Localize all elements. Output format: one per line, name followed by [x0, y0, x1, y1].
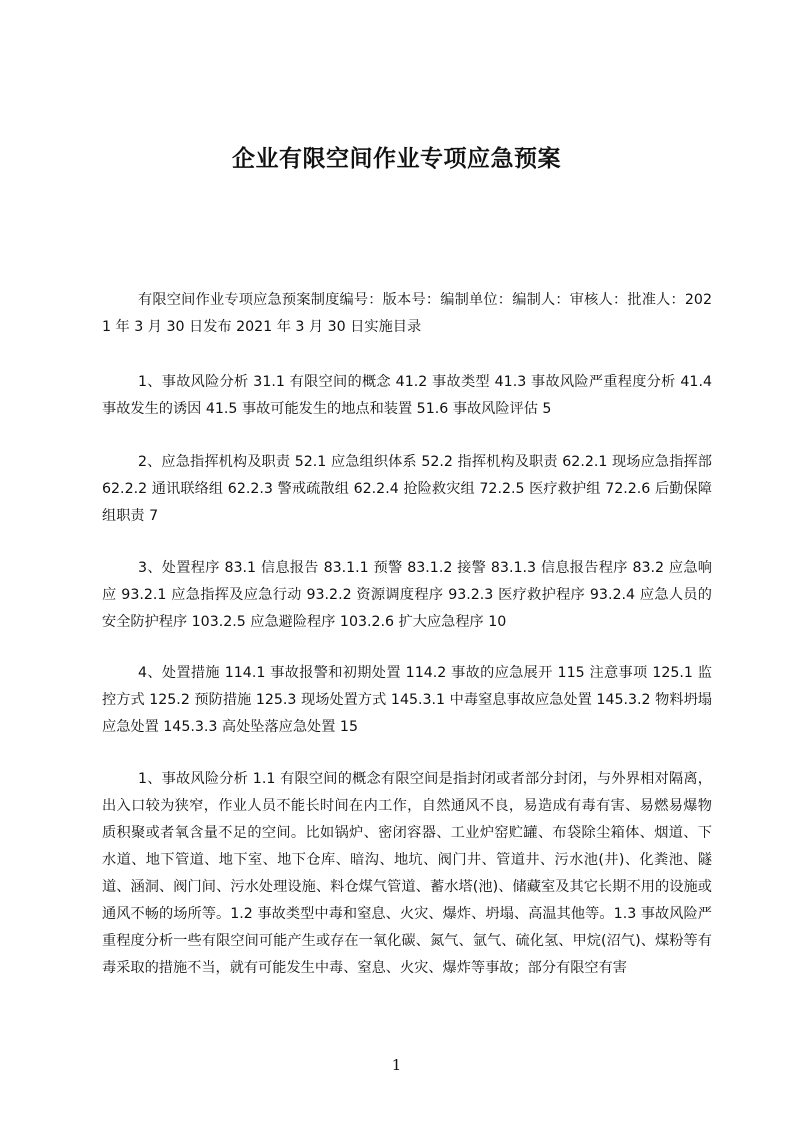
intro-paragraph: 有限空间作业专项应急预案制度编号：版本号：编制单位：编制人：审核人：批准人：2021 年 3 月 30 日发布 2021 年 3 月 30 日实施目录 [102, 292, 712, 335]
toc-section-2: 2、应急指挥机构及职责 52.1 应急组织体系 52.2 指挥机构及职责 62.2.1 现场应急指挥部 62.2.2 通讯联络组 62.2.3 警戒疏散组 62.2.4 抢险救灾组 72.2.5 医疗救护组 72.2.6 后勤保障组职责 7 [102, 454, 712, 524]
toc-section-4: 4、处置措施 114.1 事故报警和初期处置 114.2 事故的应急展开 115 注意事项 125.1 监控方式 125.2 预防措施 125.3 现场处置方式 145.3.1 中毒窒息事故应急处置 145.3.2 物料坍塌应急处置 145.3.3 高处坠落应急处置 15 [102, 665, 712, 735]
toc-section-1: 1、事故风险分析 31.1 有限空间的概念 41.2 事故类型 41.3 事故风险严重程度分析 41.4 事故发生的诱因 41.5 事故可能发生的地点和装置 51.6 事故风险评估 5 [102, 374, 712, 417]
toc-section-3: 3、处置程序 83.1 信息报告 83.1.1 预警 83.1.2 接警 83.1.3 信息报告程序 83.2 应急响应 93.2.1 应急指挥及应急行动 93.2.2 资源调度程序 93.2.3 医疗救护程序 93.2.4 应急人员的安全防护程序 103.2.5 应急避险程序 103.2.6 扩大应急程序 10 [102, 560, 712, 630]
document-title: 企业有限空间作业专项应急预案 [232, 146, 561, 172]
page-number: 1 [391, 1056, 402, 1074]
body-paragraph: 1、事故风险分析 1.1 有限空间的概念有限空间是指封闭或者部分封闭，与外界相对隔离，出入口较为狭窄，作业人员不能长时间在内工作，自然通风不良，易造成有毒有害、易燃易爆物质积聚或者氧含量不足的空间。比如锅炉、密闭容器、工业炉窑贮罐、布袋除尘箱体、烟道、下水道、地下管道、地下室、地下仓库、暗沟、地坑、阀门井、管道井、污水池(井)、化粪池、隧道、涵洞、阀门间、污水处理设施、料仓煤气管道、蓄水塔(池)、储藏室及其它长期不用的设施或通风不畅的场所等。1.2 事故类型中毒和窒息、火灾、爆炸、坍塌、高温其他等。1.3 事故风险严重程度分析一些有限空间可能产生或存在一氧化碳、氮气、氩气、硫化氢、甲烷(沼气)、煤粉等有毒采取的措施不当，就有可能发生中毒、窒息、火灾、爆炸等事故；部分有限空有害 [102, 771, 712, 976]
